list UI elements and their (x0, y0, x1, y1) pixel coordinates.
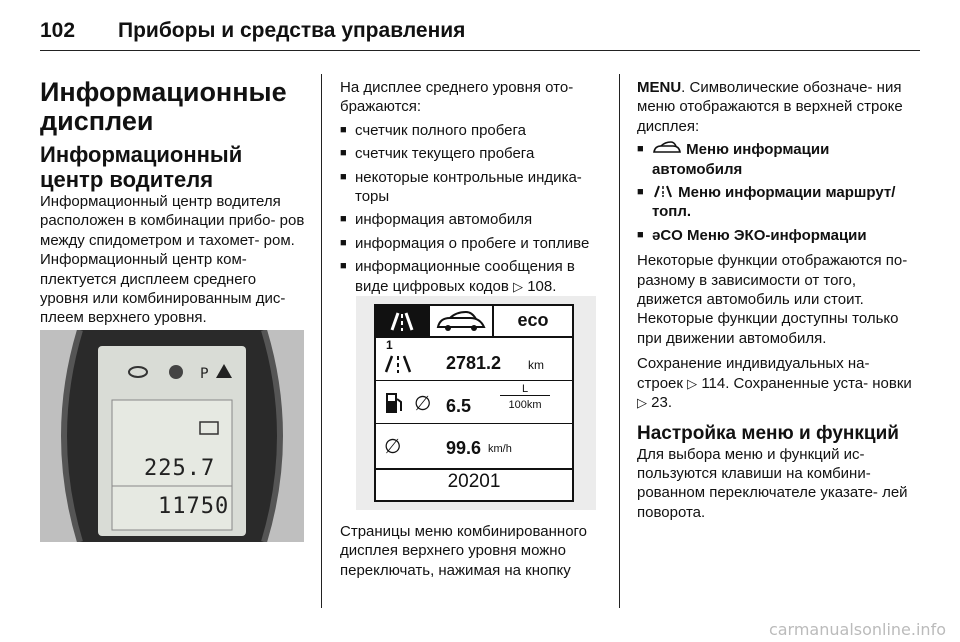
trip-number: 1 (386, 338, 393, 352)
speed-unit: km/h (488, 443, 512, 455)
speed-value: 99.6 (446, 438, 482, 458)
intro-text: На дисплее среднего уровня ото- бражаются: (340, 79, 574, 116)
page-ref[interactable]: 23. (651, 394, 673, 412)
odometer: 20201 (447, 471, 501, 492)
watermark: carmanualsonline.info (768, 620, 946, 639)
car-icon (430, 306, 492, 336)
trip-value: 2781.2 (446, 353, 502, 373)
speed-row (376, 424, 572, 470)
average-speed-icon: ∅ (384, 434, 402, 458)
tab-vehicle (428, 306, 494, 336)
trip-road-icon (382, 352, 416, 374)
trip-row (376, 338, 572, 381)
mid-level-list (340, 121, 610, 296)
column-1 (40, 78, 305, 328)
page-number: 102 (40, 19, 76, 42)
trip-unit: km (528, 358, 544, 372)
menu-paragraph: MENU. Символические обозначе- ния меню отображаются в верхней строке дисплея: (637, 79, 903, 135)
list-item: ■ счетчик текущего пробега (340, 144, 610, 163)
list-item: ■ счетчик полного пробега (340, 121, 610, 140)
fuel-value: 6.5 (446, 396, 472, 416)
svg-text:P: P (200, 366, 209, 382)
list-item-eco-menu: ■ əCO Меню ЭКО-информации (637, 226, 917, 245)
display-illustration (356, 296, 596, 510)
subsection-heading: Информационный центр водителя (40, 142, 243, 192)
eco-icon: əCO (652, 226, 683, 244)
list-item: ■ некоторые контрольные индика- торы (340, 168, 610, 207)
average-icon: ∅ (414, 391, 432, 415)
display-frame (374, 304, 574, 502)
page-ref-arrow-icon: ▷ (637, 395, 647, 411)
tab-trip-fuel (376, 306, 428, 336)
page-ref[interactable]: 114. Сохраненные уста- новки (701, 374, 912, 392)
list-item (340, 257, 610, 296)
display-caption: Страницы меню комбинированного дисплея верхнего уровня можно переключать, нажимая на кнопку (340, 523, 588, 579)
section-heading: Информационные дисплеи (40, 77, 287, 136)
fuel-unit-bottom: 100km (508, 399, 542, 411)
menu-button-label: MENU (637, 79, 682, 96)
column-3 (637, 78, 917, 522)
car-icon (652, 141, 682, 155)
instrument-cluster-photo (40, 330, 304, 542)
photo-readout-1: 225.7 (144, 456, 216, 481)
tab-eco: eco (517, 310, 549, 330)
page-ref[interactable]: 108. (527, 277, 557, 295)
settings-paragraph: Сохранение индивидуальных на- строек ▷ 114. Сохраненные уста- новки ▷ 23. (637, 355, 912, 412)
menu-settings-paragraph: Для выбора меню и функций ис- пользуются клавиши на комбини- рованном переключателе указате- лей поворота. (637, 445, 908, 521)
column-divider-2 (619, 74, 620, 608)
functions-paragraph: Некоторые функции отображаются по-разному в зависимости от того, движется автомобиль или стоит. Некоторые функции доступны только при движении автомобиля. (637, 252, 908, 347)
fuel-row (376, 381, 572, 424)
menu-symbol-list (637, 140, 917, 245)
page-header (40, 14, 920, 51)
subsection-heading: Настройка меню и функций (637, 422, 899, 444)
road-icon (652, 184, 674, 198)
fuel-unit-top: L (500, 383, 550, 396)
display-tab-row (376, 306, 572, 338)
page-ref-arrow-icon: ▷ (687, 375, 698, 391)
list-item-trip-menu: ■ Меню информации маршрут/ топл. (637, 183, 917, 222)
column-divider-1 (321, 74, 322, 608)
column-2 (340, 78, 610, 300)
road-icon (376, 306, 428, 336)
list-item-vehicle-menu: ■ Меню информации автомобиля (637, 140, 917, 179)
page-ref-arrow-icon: ▷ (513, 278, 524, 294)
list-item-text: информационные сообщения в виде цифровых кодов (355, 258, 575, 295)
page-footer (0, 620, 960, 642)
photo-readout-2: 11750 (158, 494, 230, 519)
list-item: ■ информация о пробеге и топливе (340, 234, 610, 253)
list-item: ■ информация автомобиля (340, 210, 610, 229)
chapter-title: Приборы и средства управления (118, 19, 466, 42)
dic-description: Информационный центр водителя расположен в комбинации прибо- ров между спидометром и тахомет- ром. Информационный центр ком- плектуется дисплеем среднего уровня или комбинированным дис- плеем верхнего уровня. (40, 193, 305, 327)
fuel-pump-icon (384, 391, 404, 415)
